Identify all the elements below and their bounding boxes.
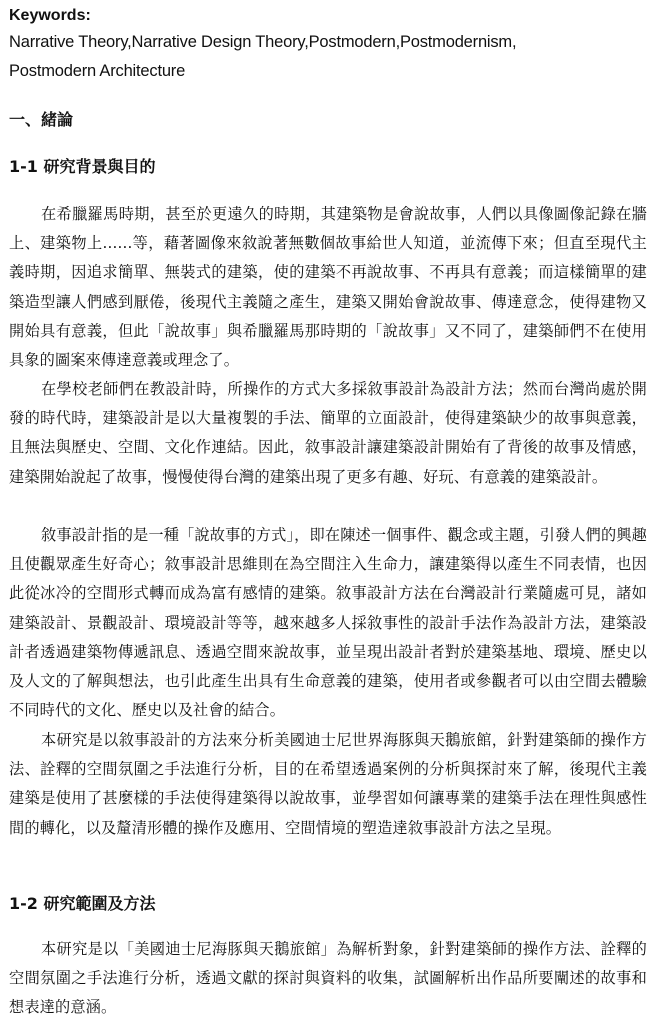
keywords-list	[9, 28, 647, 86]
section-heading-scope-method: 1-2 研究範圍及方法	[9, 894, 156, 913]
section-heading-background: 1-1 研究背景與目的	[9, 157, 156, 176]
keywords-line-1: Narrative Theory,Narrative Design Theory,Postmodern,Postmodernism,	[9, 33, 517, 51]
paragraph-background-3: 敘事設計指的是一種「說故事的方式」，即在陳述一個事件、觀念或主題，引發人們的興趣且使觀眾產生好奇心；敘事設計思維則在為空間注入生命力，讓建築得以產生不同表情，也因此從冰冷的空間形式轉而成為富有感情的建築。敘事設計方法在台灣設計行業隨處可見，諸如建築設計、景觀設計、環境設計等等，越來越多人採敘事性的設計手法作為設計方法，建築設計者透過建築物傳遞訊息、透過空間來說故事，並呈現出設計者對於建築基地、環境、歷史以及人文的了解與想法，也引此產生出具有生命意義的建築，使用者或參觀者可以由空間去體驗不同時代的文化、歷史以及社會的結合。	[9, 526, 647, 720]
paragraph-background-1: 在希臘羅馬時期，甚至於更遠久的時期，其建築物是會說故事，人們以具像圖像記錄在牆上、建築物上......等，藉著圖像來敘說著無數個故事給世人知道，並流傳下來；但直至現代主義時期，因追求簡單、無裝式的建築，使的建築不再說故事、不再具有意義；而這樣簡單的建築造型讓人們感到厭倦，後現代主義隨之產生，建築又開始會說故事、傳達意念，使得建物又開始具有意義，但此「說故事」與希臘羅馬那時期的「說故事」又不同了，建築師們不在使用具象的圖案來傳達意義或理念了。	[9, 205, 647, 370]
paragraph-background-4: 本研究是以敘事設計的方法來分析美國迪士尼世界海豚與天鵝旅館，針對建築師的操作方法、詮釋的空間氛圍之手法進行分析，目的在希望透過案例的分析與探討來了解，後現代主義建築是使用了甚麼樣的手法使得建築得以說故事，並學習如何讓專業的建築手法在理性與感性間的轉化，以及釐清形體的操作及應用、空間情境的塑造達敘事設計方法之呈現。	[9, 731, 647, 837]
keywords-block	[9, 6, 647, 86]
paragraph-scope-1: 本研究是以「美國迪士尼海豚與天鵝旅館」為解析對象，針對建築師的操作方法、詮釋的空間氛圍之手法進行分析，透過文獻的探討與資料的收集，試圖解析出作品所要闡述的故事和想表達的意涵。	[9, 940, 647, 1017]
paragraph-background-2: 在學校老師們在教設計時，所操作的方式大多採敘事設計為設計方法；然而台灣尚處於開發的時代時，建築設計是以大量複製的手法、簡單的立面設計，使得建築缺少的故事與意義，且無法與歷史、空間、文化作連結。因此，敘事設計讓建築設計開始有了背後的故事及情感，建築開始說起了故事，慢慢使得台灣的建築出現了更多有趣、好玩、有意義的建築設計。	[9, 380, 647, 486]
keywords-line-2: Postmodern Architecture	[9, 62, 186, 80]
keywords-label: Keywords:	[9, 7, 91, 24]
section-heading-introduction: 一、緒論	[9, 110, 74, 129]
